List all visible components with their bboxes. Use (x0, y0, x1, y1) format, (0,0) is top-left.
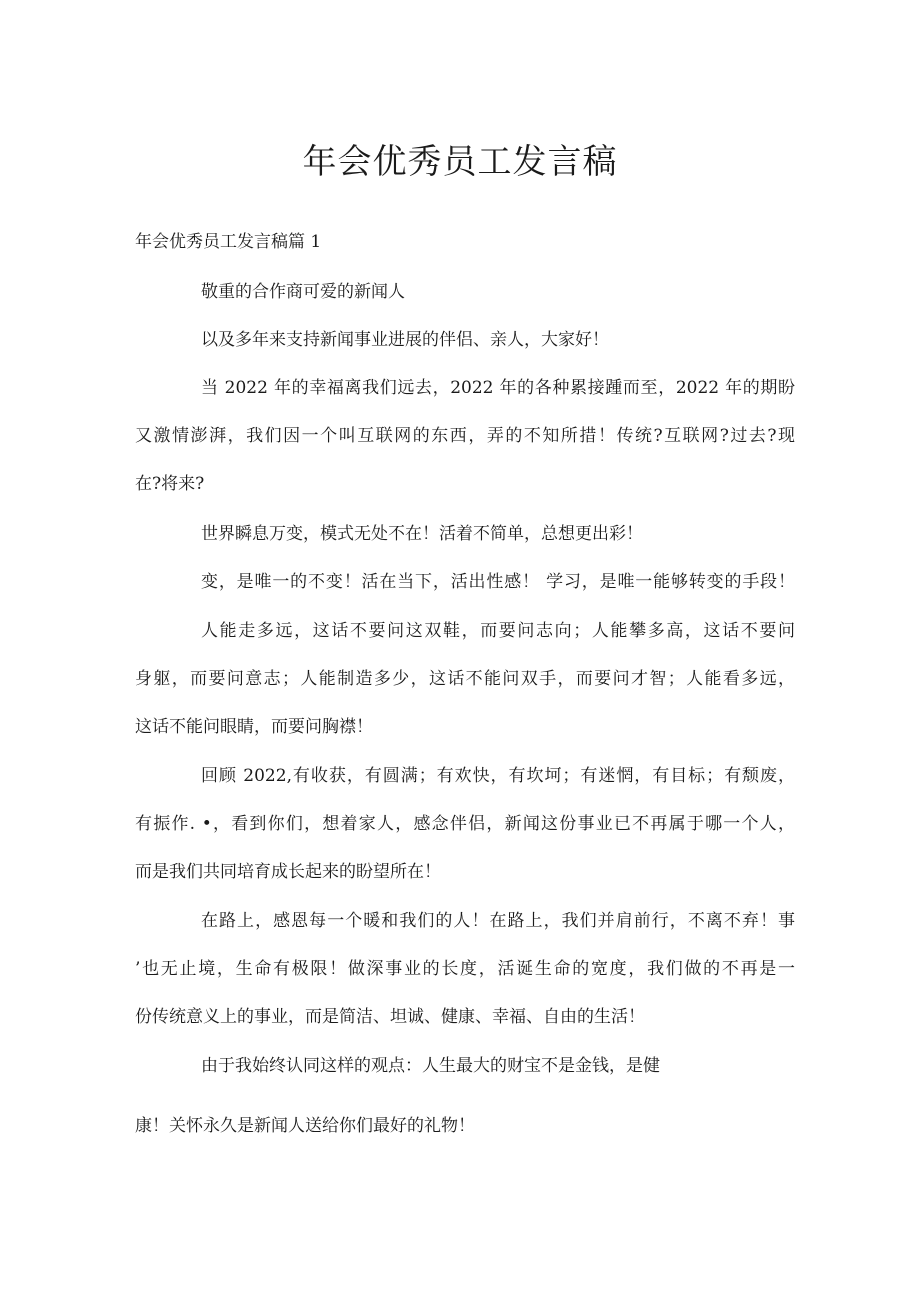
paragraph-line: 回顾 2022,有收获，有圆满；有欢快，有坎坷；有迷惘，有目标；有颓废， (201, 766, 795, 786)
paragraph-line: 康！关怀永久是新闻人送给你们最好的礼物！ (135, 1116, 475, 1136)
paragraph-line: 变，是唯一的不变！活在当下，活出性感！ 学习，是唯一能够转变的手段！ (201, 572, 795, 592)
section-heading: 年会优秀员工发言稿篇 1 (135, 232, 322, 252)
greeting-line: 以及多年来支持新闻事业进展的伴侣、亲人，大家好！ (201, 330, 609, 350)
paragraph-line: 在?将来? (135, 474, 205, 494)
paragraph-line: 在路上，感恩每一个暖和我们的人！在路上，我们并肩前行，不离不弃！事 (201, 911, 795, 931)
paragraph-line: 这话不能问眼睛，而要问胸襟！ (135, 717, 373, 737)
paragraph-line: 有振作. •，看到你们，想着家人，感念伴侣，新闻这份事业已不再属于哪一个人， (135, 814, 795, 834)
paragraph-line: 世界瞬息万变，模式无处不在！活着不简单，总想更出彩！ (201, 524, 643, 544)
paragraph-line: 份传统意义上的事业，而是简洁、坦诚、健康、幸福、自由的生活！ (135, 1007, 645, 1027)
salutation-line: 敬重的合作商可爱的新闻人 (201, 282, 405, 302)
paragraph-line: 身躯，而要问意志；人能制造多少，这话不能问双手，而要问才智；人能看多远， (135, 669, 795, 689)
paragraph-line: 人能走多远，这话不要问这双鞋，而要问志向；人能攀多高，这话不要问 (201, 621, 795, 641)
paragraph-line: ’也无止境，生命有极限！做深事业的长度，活诞生命的宽度，我们做的不再是一 (135, 959, 795, 979)
paragraph-line: 又激情澎湃，我们因一个叫互联网的东西，弄的不知所措！传统?互联网?过去?现 (135, 426, 795, 446)
paragraph-line: 由于我始终认同这样的观点：人生最大的财宝不是金钱，是健 (201, 1056, 660, 1076)
paragraph-line: 而是我们共同培育成长起来的盼望所在！ (135, 862, 441, 882)
paragraph-line: 当 2022 年的幸福离我们远去，2022 年的各种累接踵而至，2022 年的期盼 (201, 378, 795, 398)
document-title: 年会优秀员工发言稿 (302, 142, 618, 182)
